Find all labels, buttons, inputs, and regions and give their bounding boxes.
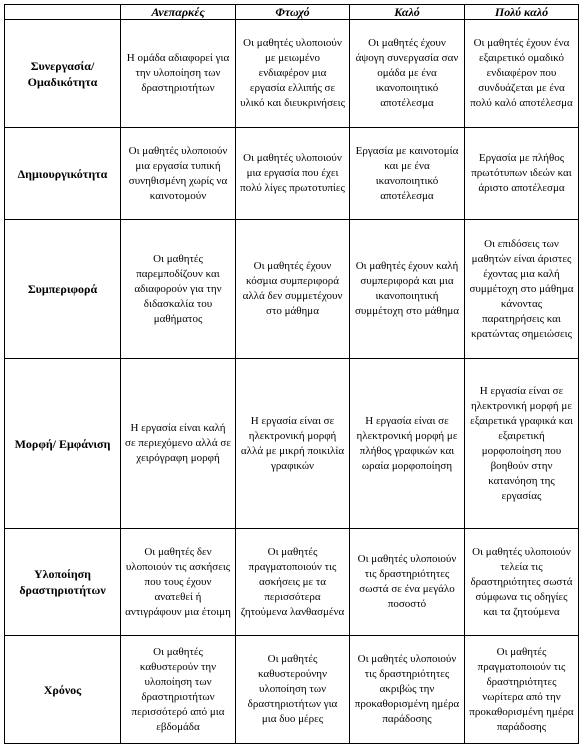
row-criterion: Συνεργασία/ Ομαδικότητα bbox=[5, 20, 121, 128]
header-cell-insufficient: Ανεπαρκές bbox=[121, 5, 236, 20]
assessment-rubric-table bbox=[4, 4, 579, 744]
header-cell-very-good: Πολύ καλό bbox=[465, 5, 579, 20]
table-cell: Οι επιδόσεις των μαθητών είναι άριστες έχοντας μια καλή συμμέτοχη στο μάθημα κάνοντας παρατηρήσεις και κρατώντας σημειώσεις bbox=[465, 220, 579, 359]
row-criterion: Μορφή/ Εμφάνιση bbox=[5, 359, 121, 529]
row-criterion: Χρόνος bbox=[5, 636, 121, 744]
table-cell: Οι μαθητές υλοποιούν τελεία τις δραστηριότητες σωστά σύμφωνα τις οδηγίες και τα ζητούμενα bbox=[465, 529, 579, 636]
table-row bbox=[5, 20, 579, 128]
header-cell-empty bbox=[5, 5, 121, 20]
header-cell-poor: Φτωχό bbox=[236, 5, 350, 20]
table-cell: Οι μαθητές υλοποιούν με μειωμένο ενδιαφέρον μια εργασία ελλιπής σε υλικό και διευκρινήσεις bbox=[236, 20, 350, 128]
table-cell: Η ομάδα αδιαφορεί για την υλοποίηση των δραστηριοτήτων bbox=[121, 20, 236, 128]
table-cell: Η εργασία είναι σε ηλεκτρονική μορφή με εξαιρετικά γραφικά και εξαιρετική μορφοποίηση που βοηθούν στην κατανόηση της εργασίας bbox=[465, 359, 579, 529]
table-cell: Η εργασία είναι σε ηλεκτρονική μορφή με πλήθος γραφικών και ωραία μορφοποίηση bbox=[350, 359, 465, 529]
table-row bbox=[5, 220, 579, 359]
table-cell: Οι μαθητές έχουν κόσμια συμπεριφορά αλλά δεν συμμετέχουν στο μάθημα bbox=[236, 220, 350, 359]
table-row bbox=[5, 128, 579, 220]
row-criterion: Υλοποίηση δραστηριοτήτων bbox=[5, 529, 121, 636]
table-cell: Οι μαθητές έχουν καλή συμπεριφορά και μια ικανοποιητική συμμέτοχη στο μάθημα bbox=[350, 220, 465, 359]
table-cell: Οι μαθητές πραγματοποιούν τις δραστηριότητες νωρίτερα από την προκαθορισμένη ημέρα παράδοσης bbox=[465, 636, 579, 744]
table-cell: Η εργασία είναι σε ηλεκτρονική μορφή αλλά με μικρή ποικιλία γραφικών bbox=[236, 359, 350, 529]
table-cell: Οι μαθητές καθυστερούνην υλοποίηση των δραστηριοτήτων για μια δυο μέρες bbox=[236, 636, 350, 744]
header-cell-good: Καλό bbox=[350, 5, 465, 20]
table-cell: Οι μαθητές υλοποιούν τις δραστηριότητες ακριβώς την προκαθορισμένη ημέρα παράδοσης bbox=[350, 636, 465, 744]
table-cell: Οι μαθητές έχουν άψογη συνεργασία σαν ομάδα με ένα ικανοποιητικό αποτέλεσμα bbox=[350, 20, 465, 128]
table-cell: Οι μαθητές υλοποιούν τις δραστηριότητες σωστά σε ένα μεγάλο ποσοστό bbox=[350, 529, 465, 636]
table-row bbox=[5, 359, 579, 529]
row-criterion: Συμπεριφορά bbox=[5, 220, 121, 359]
table-row bbox=[5, 636, 579, 744]
table-cell: Εργασία με καινοτομία και με ένα ικανοποιητικό αποτέλεσμα bbox=[350, 128, 465, 220]
table-row bbox=[5, 529, 579, 636]
table-cell: Εργασία με πλήθος πρωτότυπων ιδεών και άριστο αποτέλεσμα bbox=[465, 128, 579, 220]
table-cell: Οι μαθητές καθυστερούν την υλοποίηση των δραστηριοτήτων περισσότερό από μια εβδομάδα bbox=[121, 636, 236, 744]
table-cell: Οι μαθητές έχουν ένα εξαιρετικό ομαδικό ενδιαφέρον που συνδυάζεται με ένα πολύ καλό αποτέλεσμα bbox=[465, 20, 579, 128]
table-cell: Οι μαθητές δεν υλοποιούν τις ασκήσεις που τους έχουν ανατεθεί ή αντιγράφουν μια έτοιμη bbox=[121, 529, 236, 636]
header-row bbox=[5, 5, 579, 20]
table-cell: Οι μαθητές παρεμποδίζουν και αδιαφορούν για την διδασκαλία του μαθήματος bbox=[121, 220, 236, 359]
table-cell: Οι μαθητές υλοποιούν μια εργασία τυπική συνηθισμένη χωρίς να καινοτομούν bbox=[121, 128, 236, 220]
table-cell: Οι μαθητές πραγματοποιούν τις ασκήσεις με τα περισσότερα ζητούμενα λανθασμένα bbox=[236, 529, 350, 636]
table-cell: Η εργασία είναι καλή σε περιεχόμενο αλλά σε χειρόγραφη μορφή bbox=[121, 359, 236, 529]
row-criterion: Δημιουργικότητα bbox=[5, 128, 121, 220]
table-cell: Οι μαθητές υλοποιούν μια εργασία που έχει πολύ λίγες πρωτοτυπίες bbox=[236, 128, 350, 220]
